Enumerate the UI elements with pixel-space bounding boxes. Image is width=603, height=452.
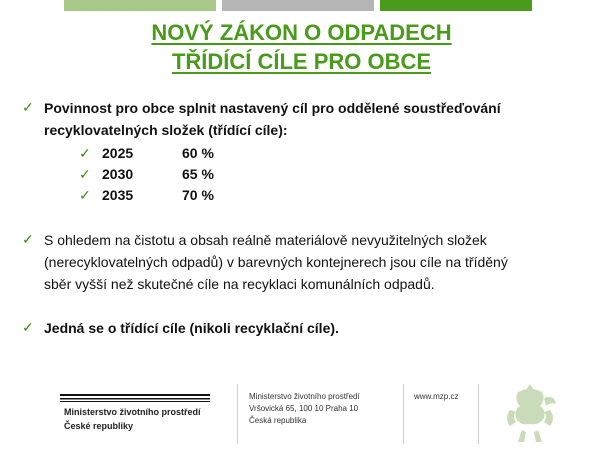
target-percent: 70 % [182, 187, 214, 203]
checkmark-icon: ✓ [79, 187, 91, 203]
target-year: 2035 [102, 187, 134, 203]
top-bar-light-green [64, 0, 216, 11]
footer-address-line-3: Česká republika [249, 416, 307, 425]
czech-lion-icon [500, 380, 560, 446]
top-color-bars [0, 0, 603, 11]
footer-org-line-1: Ministerstvo životního prostředí [64, 407, 201, 417]
footer-divider [237, 384, 238, 444]
target-percent: 60 % [182, 145, 214, 161]
footer-address-line-2: Vršovická 65, 100 10 Praha 10 [249, 404, 359, 413]
footer-org-line-2: České republiky [64, 421, 134, 431]
checkmark-icon: ✓ [22, 99, 34, 115]
footer-address-line-1: Ministerstvo životního prostředí [249, 392, 360, 401]
ministry-logo-bars-icon [60, 394, 210, 402]
target-year: 2025 [102, 145, 134, 161]
checkmark-icon: ✓ [79, 145, 91, 161]
top-bar-green [380, 0, 532, 11]
top-bar-gray [222, 0, 374, 11]
footer-website[interactable]: www.mzp.cz [414, 392, 459, 401]
title-line-1: NOVÝ ZÁKON O ODPADECH [151, 20, 452, 45]
footer-divider [403, 384, 404, 444]
bullet-3-line-1: Jedná se o třídící cíle (nikoli recyklační cíle). [44, 320, 339, 336]
bullet-1-line-2: recyklovatelných složek (třídící cíle): [44, 122, 288, 138]
bullet-1-line-1: Povinnost pro obce splnit nastavený cíl pro oddělené soustřeďování [44, 100, 501, 116]
bullet-2-line-3: sběr vyšší než skutečné cíle na recyklaci komunálních odpadů. [44, 276, 435, 292]
title-line-2: TŘÍDÍCÍ CÍLE PRO OBCE [171, 49, 432, 74]
bullet-2-line-1: S ohledem na čistotu a obsah reálně materiálově nevyužitelných složek [44, 232, 487, 248]
target-percent: 65 % [182, 166, 214, 182]
checkmark-icon: ✓ [79, 166, 91, 182]
bullet-2-line-2: (nerecyklovatelných odpadů) v barevných kontejnerech jsou cíle na tříděný [44, 254, 508, 270]
checkmark-icon: ✓ [22, 319, 34, 335]
footer-divider [478, 384, 479, 444]
checkmark-icon: ✓ [22, 231, 34, 247]
target-year: 2030 [102, 166, 134, 182]
slide-title [0, 18, 603, 76]
